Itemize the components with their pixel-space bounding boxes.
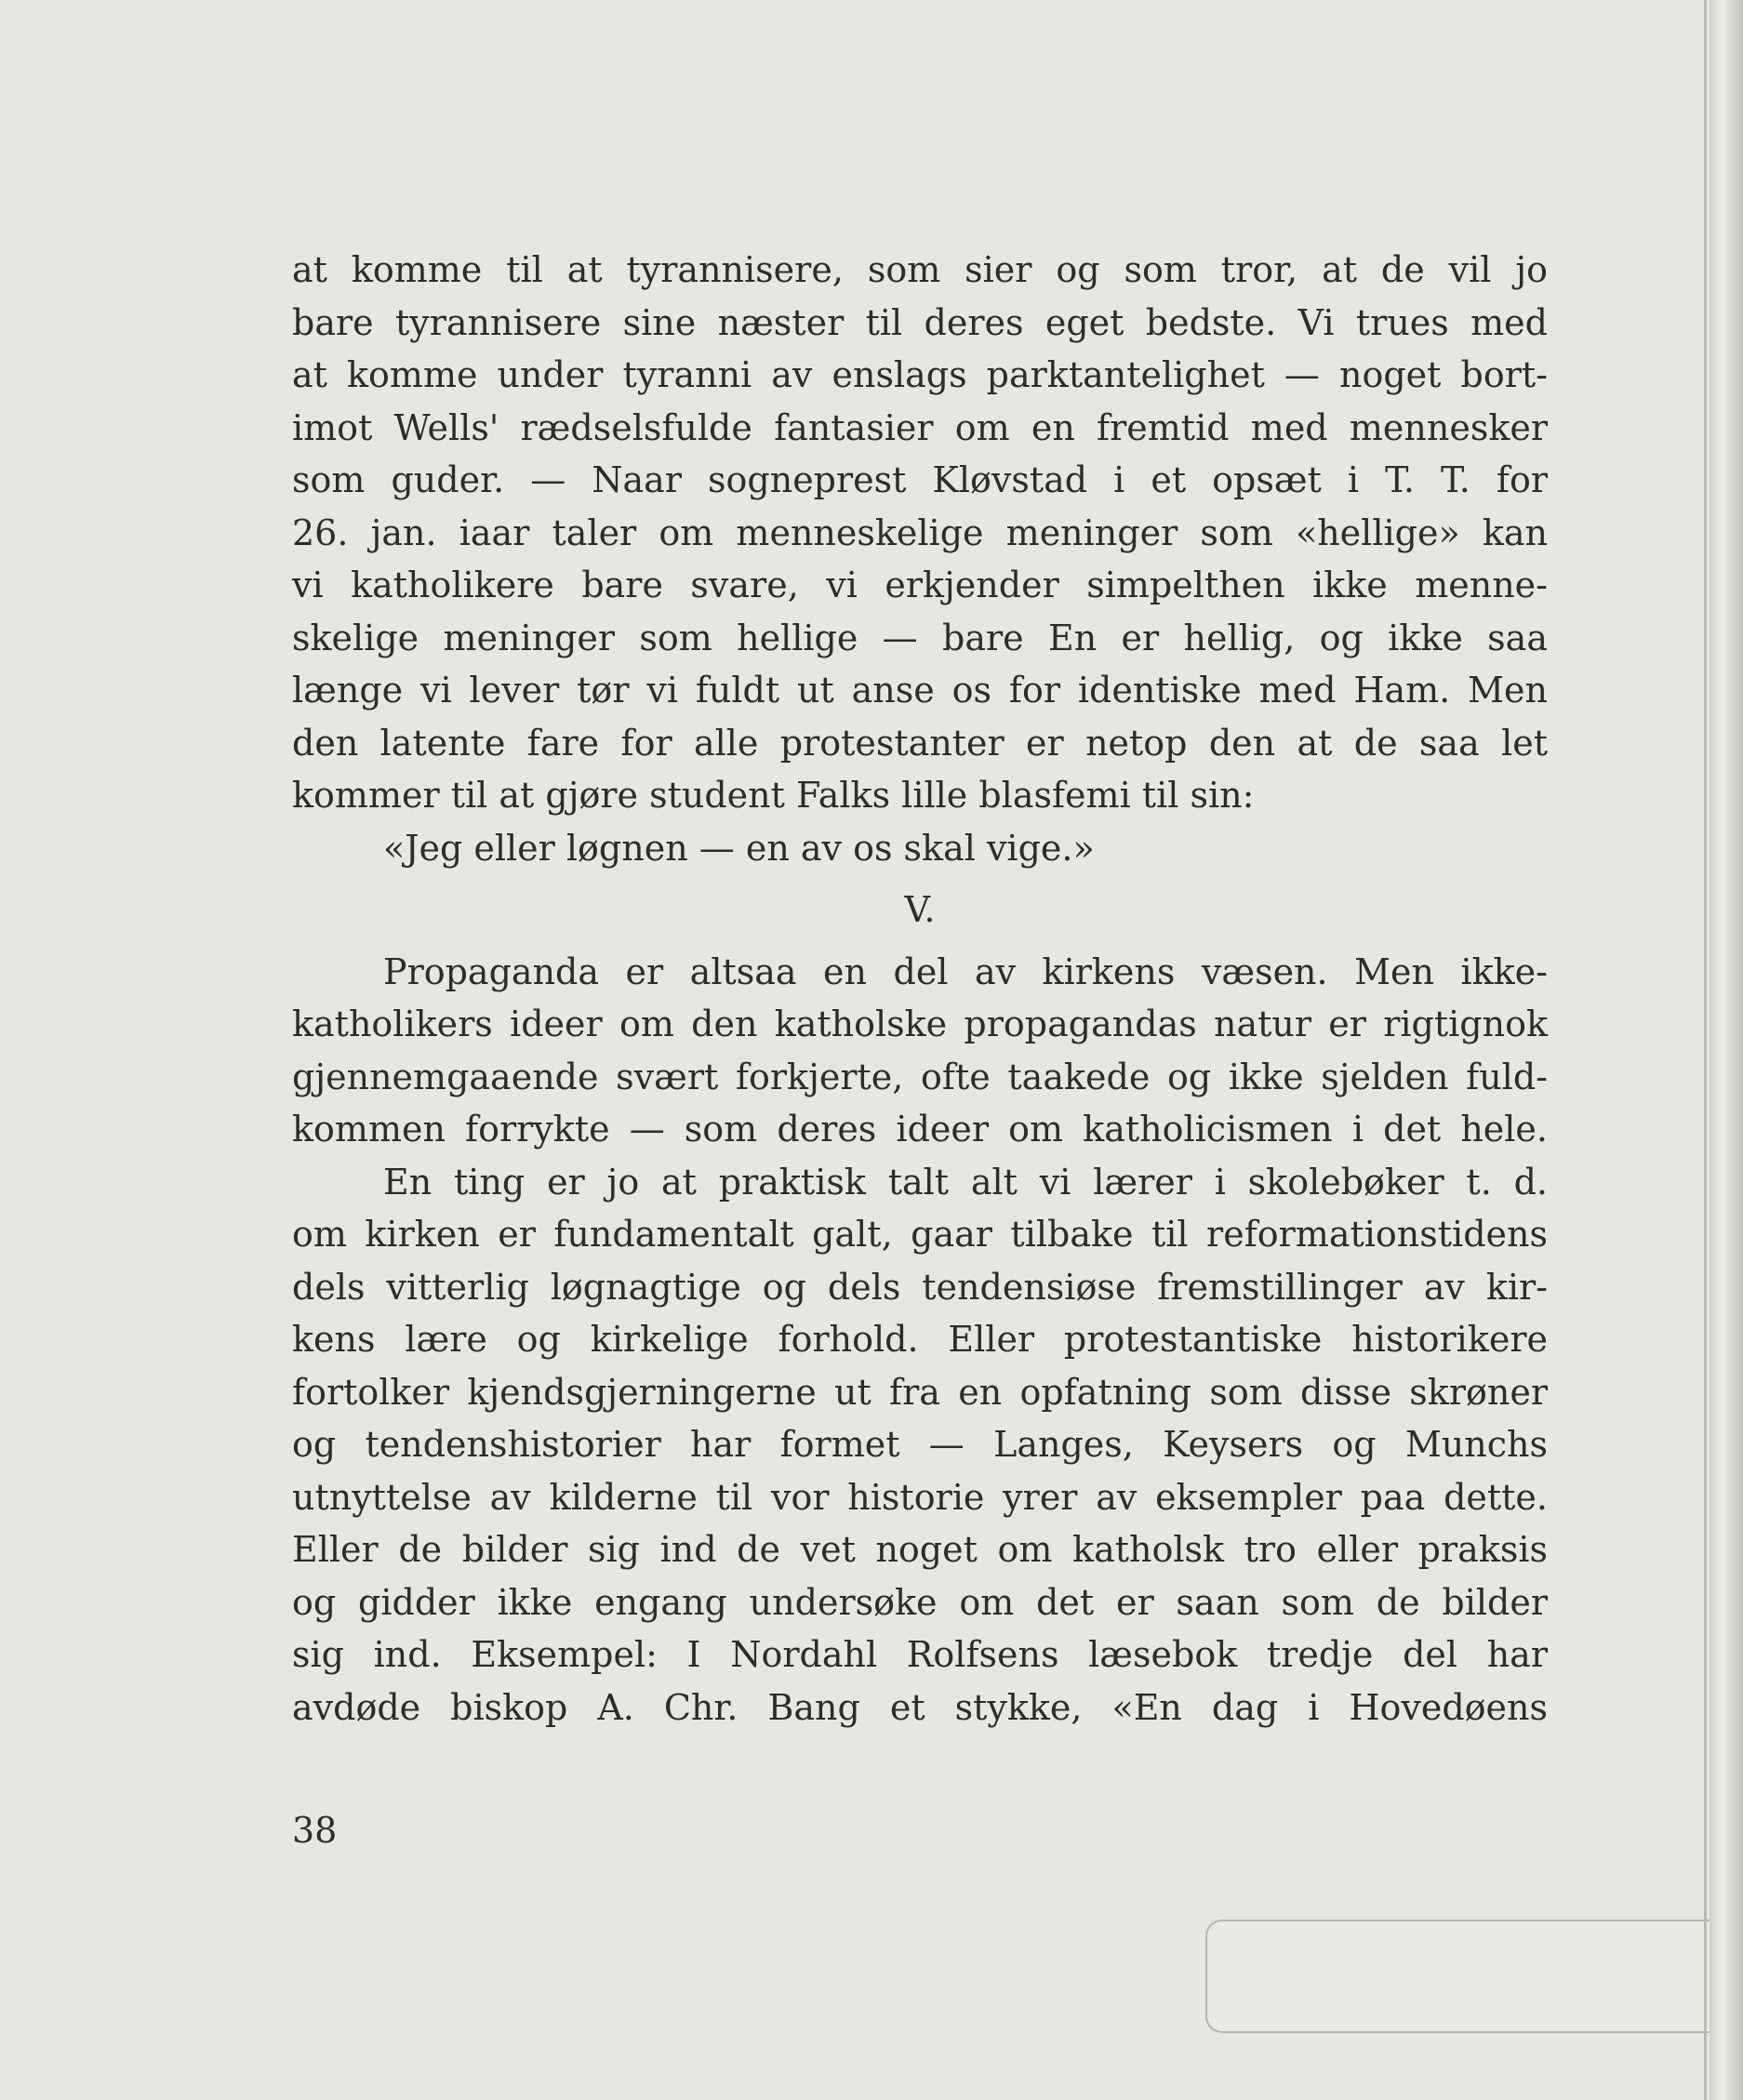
text-line: som guder. — Naar sogneprest Kløvstad i et opsæt i T. T. for [292,459,1548,500]
text-line: gjennemgaaende svært forkjerte, ofte taakede og ikke sjelden fuld- [292,1056,1548,1097]
body-text [292,244,1548,1734]
text-line: og gidder ikke engang undersøke om det er saan som de bilder [292,1581,1548,1623]
text-line: 26. jan. iaar taler om menneskelige meninger som «hellige» kan [292,512,1548,553]
text-line: kommer til at gjøre student Falks lille blasfemi til sin: [292,775,1255,816]
text-line: Propaganda er altsaa en del av kirkens væsen. Men ikke- [383,950,1548,992]
text-line: kens lære og kirkelige forhold. Eller protestantiske historikere [292,1319,1548,1360]
text-line: at komme under tyranni av enslags parktantelighet — noget bort- [292,354,1548,395]
text-line: bare tyrannisere sine næster til deres eget bedste. Vi trues med [292,301,1548,343]
book-spine-edge [1710,0,1743,2100]
text-line: den latente fare for alle protestanter er netop den at de saa let [292,722,1548,764]
page-edge [1704,0,1707,2100]
text-line: En ting er jo at praktisk talt alt vi lærer i skolebøker t. d. [383,1161,1548,1203]
text-line: dels vitterlig løgnagtige og dels tendensiøse fremstillinger av kir- [292,1266,1548,1308]
section-heading: V. [904,889,936,930]
text-line: Eller de bilder sig ind de vet noget om katholsk tro eller praksis [292,1529,1548,1570]
text-line: utnyttelse av kilderne til vor historie yrer av eksempler paa dette. [292,1476,1548,1518]
text-line: at komme til at tyrannisere, som sier og som tror, at de vil jo [292,249,1548,290]
quote-line: «Jeg eller løgnen — en av os skal vige.» [383,827,1095,869]
text-line: om kirken er fundamentalt galt, gaar tilbake til reformationstidens [292,1214,1548,1255]
paper-slip [1205,1920,1710,2033]
text-line: fortolker kjendsgjerningerne ut fra en opfatning som disse skrøner [292,1371,1548,1413]
text-line: skelige meninger som hellige — bare En er hellig, og ikke saa [292,617,1548,658]
page-number: 38 [292,1810,338,1851]
text-line: længe vi lever tør vi fuldt ut anse os for identiske med Ham. Men [292,670,1548,711]
text-line: kommen forrykte — som deres ideer om katholicismen i det hele. [292,1109,1548,1150]
text-line: sig ind. Eksempel: I Nordahl Rolfsens læsebok tredje del har [292,1634,1548,1675]
text-line: avdøde biskop A. Chr. Bang et stykke, «En dag i Hovedøens [292,1686,1548,1728]
text-line: imot Wells' rædselsfulde fantasier om en fremtid med mennesker [292,406,1548,448]
text-line: katholikers ideer om den katholske propagandas natur er rigtignok [292,1003,1548,1044]
text-line: og tendenshistorier har formet — Langes, Keysers og Munchs [292,1424,1548,1465]
text-line: vi katholikere bare svare, vi erkjender simpelthen ikke menne- [292,565,1548,605]
